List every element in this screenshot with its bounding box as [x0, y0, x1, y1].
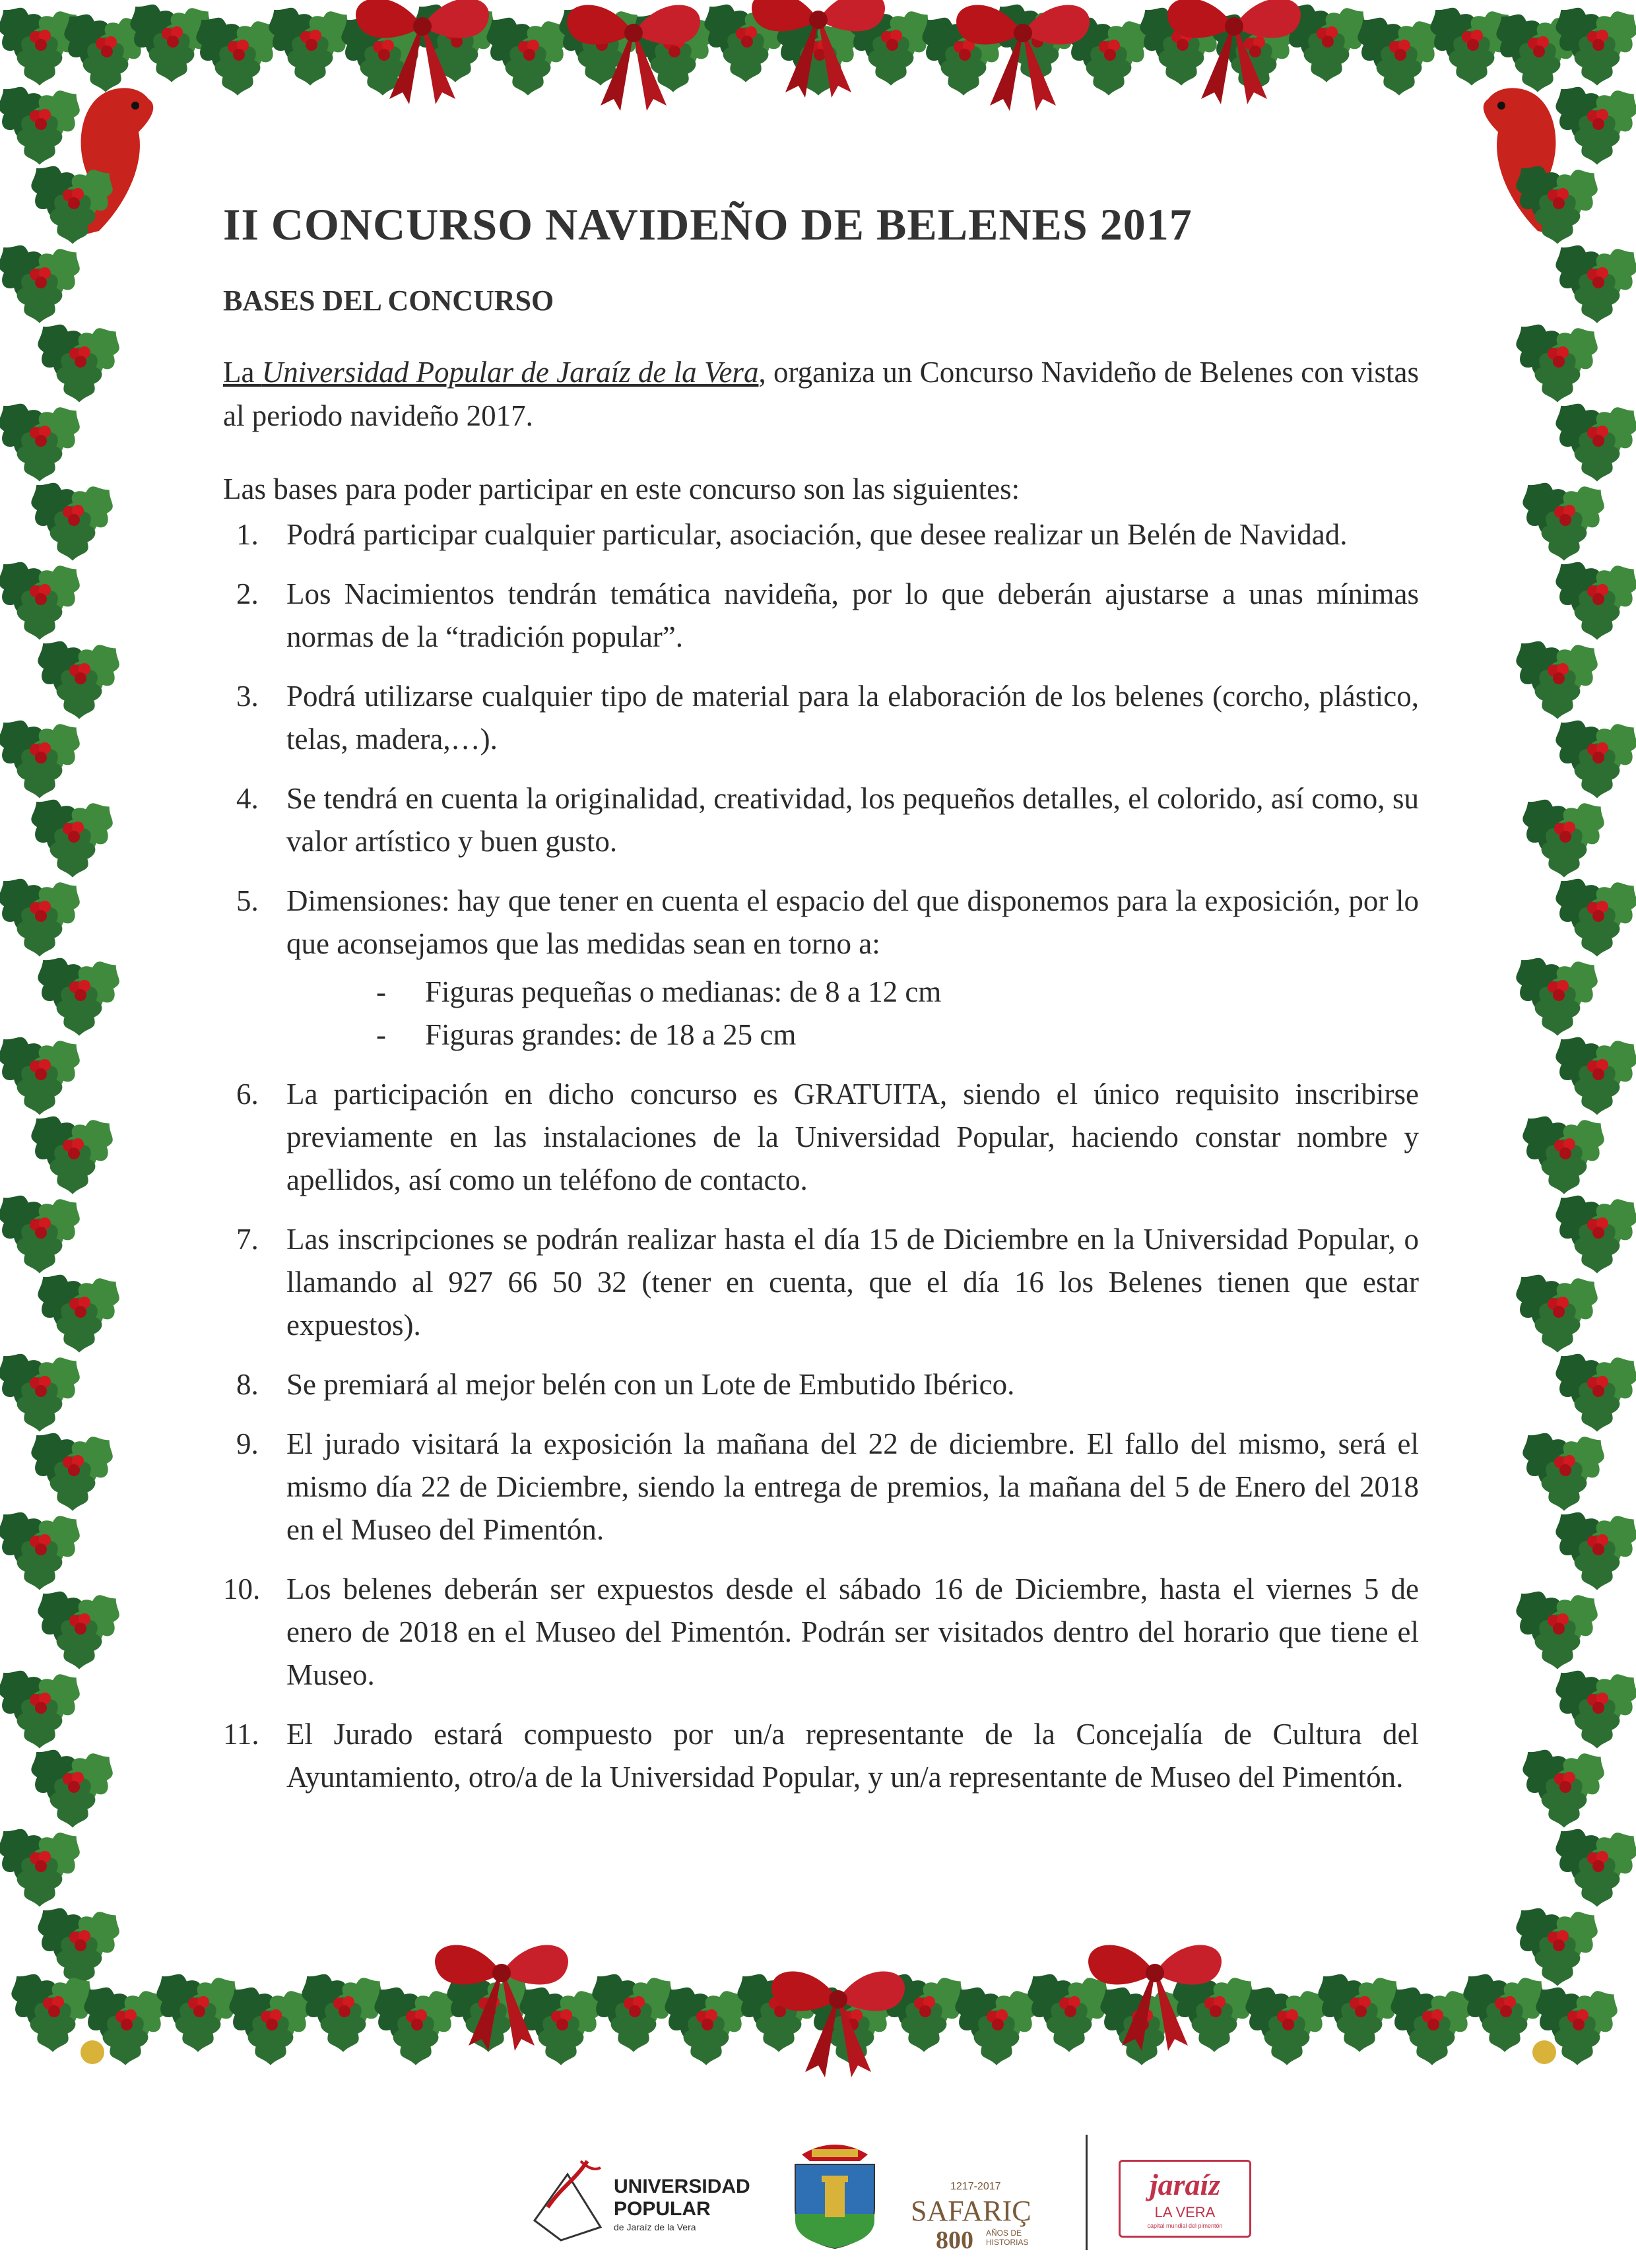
- rule-item: 1. Podrá participar cualquier particular, asociación, que desee realizar un Belén de Navidad.: [236, 517, 1348, 551]
- rule-item: 11. El Jurado estará compuesto por un/a representante de la Concejalía de Cultura del Ayuntamiento, otro/a de la Universidad Popular, y un/a representante de Museo del Pimentón.: [223, 1717, 1419, 1794]
- jaraiz-de-la-vera-logo: jaraíz LA VERA capital mundial del pimentón: [1119, 2160, 1251, 2238]
- safaric-800-logo: 1217-2017 SAFARIÇ 800 AÑOS DE HISTORIAS: [911, 2181, 1031, 2254]
- rule-item: 7. Las inscripciones se podrán realizar hasta el día 15 de Diciembre en la Universidad Popular, o llamando al 927 66 50 32 (tener en cuenta, que el día 16 los Belenes tienen que estar expuestos).: [236, 1222, 1419, 1342]
- up-name-line3: de Jaraíz de la Vera: [614, 2222, 696, 2232]
- coat-of-arms-icon: [782, 2135, 888, 2250]
- town-coat-of-arms: [782, 2135, 888, 2250]
- up-name-line1: UNIVERSIDAD: [614, 2176, 750, 2197]
- rule-item: 3. Podrá utilizarse cualquier tipo de material para la elaboración de los belenes (corcho, plástico, telas, madera,…).: [236, 679, 1419, 756]
- dimensions-list: [286, 971, 1419, 1056]
- intro-paragraph: [223, 350, 1419, 437]
- rule-item: 4. Se tendrá en cuenta la originalidad, creatividad, los pequeños detalles, el colorido, así como, su valor artístico y buen gusto.: [236, 781, 1419, 858]
- sponsor-logos: [521, 2135, 1260, 2253]
- document-body: [223, 198, 1419, 1815]
- page-title: II CONCURSO NAVIDEÑO DE BELENES 2017: [223, 199, 1193, 249]
- rule-item: 2. Los Nacimientos tendrán temática navideña, por lo que deberán ajustarse a unas mínimas normas de la “tradición popular”.: [236, 577, 1419, 653]
- dimension-item: - Figuras pequeñas o medianas: de 8 a 12 cm: [376, 975, 942, 1008]
- intro-rest: , organiza un Concurso Navideño de Belenes con vistas al periodo navideño 2017.: [223, 355, 1419, 432]
- rule-item: 9. El jurado visitará la exposición la mañana del 22 de diciembre. El fallo del mismo, será el mismo día 22 de Diciembre, siendo la entrega de premios, la mañana del 5 de Enero del 2018 en el Museo del Pimentón.: [236, 1427, 1419, 1546]
- rule-item: 6. La participación en dicho concurso es GRATUITA, siendo el único requisito inscribirse previamente en las instalaciones de la Universidad Popular, haciendo constar nombre y apellidos, así como un teléfono de contacto.: [236, 1077, 1419, 1196]
- logo-divider: [1086, 2135, 1088, 2250]
- rules-list: [223, 513, 1419, 1799]
- rule-item: 8. Se premiará al mejor belén con un Lote de Embutido Ibérico.: [236, 1367, 1015, 1401]
- quill-icon: [521, 2148, 614, 2247]
- universidad-popular-logo: [521, 2148, 772, 2253]
- rule-item: 5. Dimensiones: hay que tener en cuenta el espacio del que disponemos para la exposición, por lo que aconsejamos que las medidas sean en torno a: - Figuras pequeñas o medianas: de 8 a 12 cm - Figuras grandes: de 18 a 25 cm: [223, 880, 1419, 1056]
- dimension-item: - Figuras grandes: de 18 a 25 cm: [376, 1018, 797, 1051]
- up-name-line2: POPULAR: [614, 2198, 711, 2220]
- organization-name: Universidad Popular de Jaraíz de la Vera: [261, 355, 759, 389]
- rules-lead: Las bases para poder participar en este concurso son las siguientes:: [223, 472, 1020, 505]
- intro-prefix: La: [223, 355, 262, 389]
- rule-item: 10. Los belenes deberán ser expuestos desde el sábado 16 de Diciembre, hasta el viernes 5 de enero de 2018 en el Museo del Pimentón. Podrán ser visitados dentro del horario que tiene el Museo.: [223, 1572, 1419, 1691]
- section-title: BASES DEL CONCURSO: [223, 284, 554, 317]
